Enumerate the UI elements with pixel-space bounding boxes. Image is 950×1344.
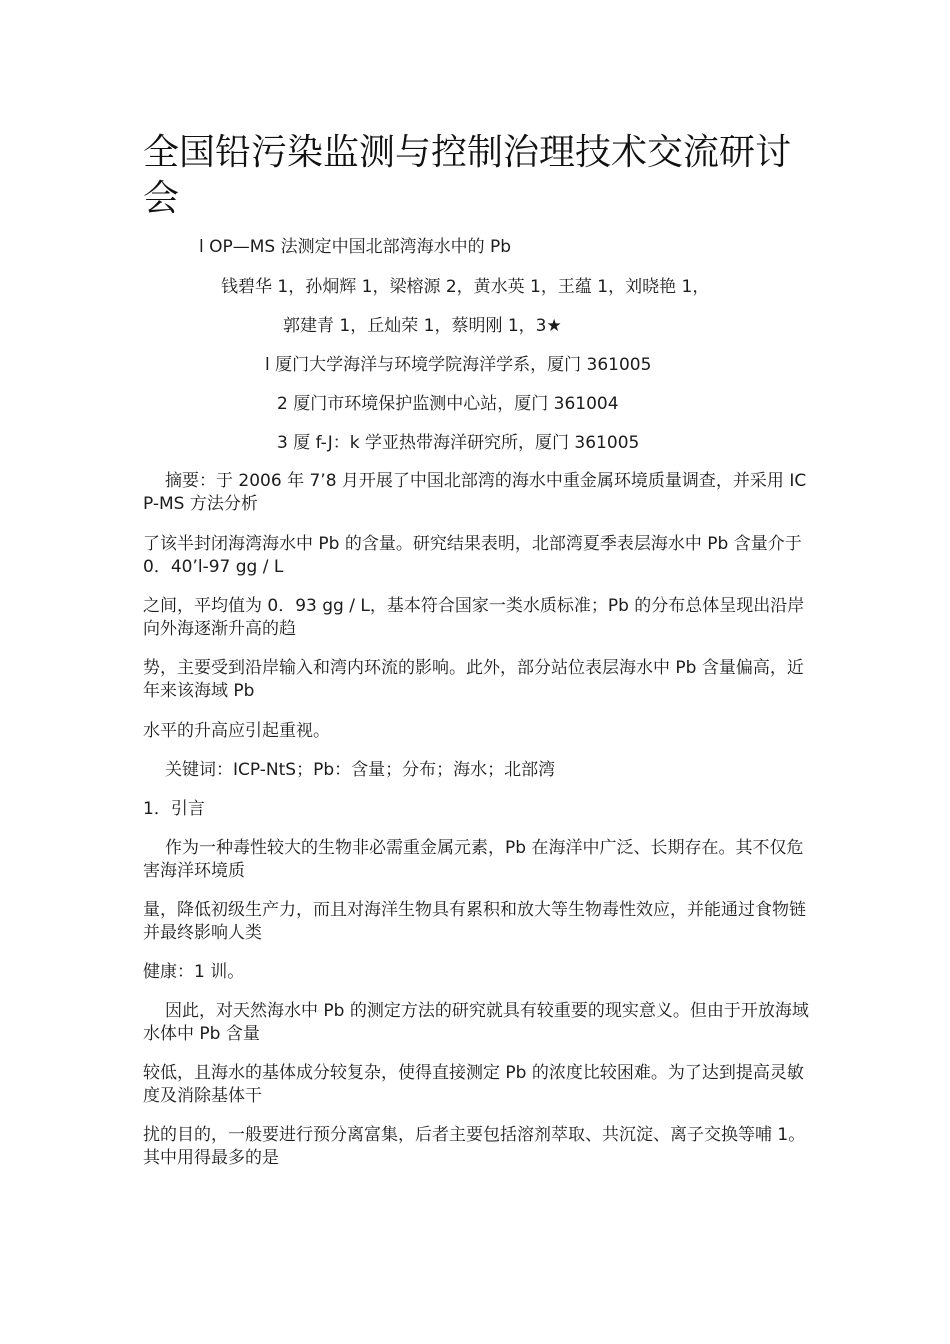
section-1-heading: 1．引言	[143, 799, 205, 819]
conference-title: 全国铅污染监测与控制治理技术交流研讨会	[143, 132, 792, 219]
affiliation-3: 3 厦 f-J：k 学亚热带海洋研究所，厦门 361005	[277, 433, 640, 453]
authors-line-2: 郭建青 1，丘灿荣 1，蔡明刚 1，3★	[283, 316, 562, 336]
abstract-paragraph-4: 势，主要受到沿岸输入和湾内环流的影响。此外，部分站位表层海水中 Pb 含量偏高，近年来该海域 Pb	[143, 658, 804, 701]
body-paragraph-5: 较低，且海水的基体成分较复杂，使得直接测定 Pb 的浓度比较困难。为了达到提高灵敏度及消除基体干	[143, 1063, 804, 1106]
body-paragraph-4: 因此，对天然海水中 Pb 的测定方法的研究就具有较重要的现实意义。但由于开放海域水体中 Pb 含量	[143, 1001, 809, 1044]
abstract-paragraph-3: 之间，平均值为 0．93 gg / L，基本符合国家一类水质标准；Pb 的分布总体呈现出沿岸向外海逐渐升高的趋	[143, 596, 805, 639]
paper-title: l OP—MS 法测定中国北部湾海水中的 Pb	[199, 237, 512, 257]
affiliation-1: l 厦门大学海洋与环境学院海洋学系，厦门 361005	[265, 355, 652, 375]
body-paragraph-3: 健康：1 训。	[143, 962, 245, 982]
abstract-paragraph-2: 了该半封闭海湾海水中 Pb 的含量。研究结果表明，北部湾夏季表层海水中 Pb 含量介于 0．40’l-97 gg / L	[143, 534, 802, 577]
abstract-paragraph-1: 摘要：于 2006 年 7’8 月开展了中国北部湾的海水中重金属环境质量调查，并采用 ICP-MS 方法分析	[143, 471, 807, 514]
body-paragraph-1: 作为一种毒性较大的生物非必需重金属元素，Pb 在海洋中广泛、长期存在。其不仅危害海洋环境质	[143, 838, 804, 881]
keywords: 关键词：ICP-NtS；Pb：含量；分布；海水；北部湾	[165, 760, 556, 780]
body-paragraph-6: 扰的目的，一般要进行预分离富集，后者主要包括溶剂萃取、共沉淀、离子交换等哺 1。其中用得最多的是	[143, 1125, 806, 1168]
authors-line-1: 钱碧华 1，孙炯辉 1，梁榕源 2，黄水英 1，王蕴 1，刘晓艳 1，	[221, 277, 710, 297]
body-paragraph-2: 量，降低初级生产力，而且对海洋生物具有累积和放大等生物毒性效应，并能通过食物链并最终影响人类	[143, 900, 806, 943]
abstract-paragraph-5: 水平的升高应引起重视。	[143, 721, 330, 741]
affiliation-2: 2 厦门市环境保护监测中心站，厦门 361004	[277, 394, 619, 414]
